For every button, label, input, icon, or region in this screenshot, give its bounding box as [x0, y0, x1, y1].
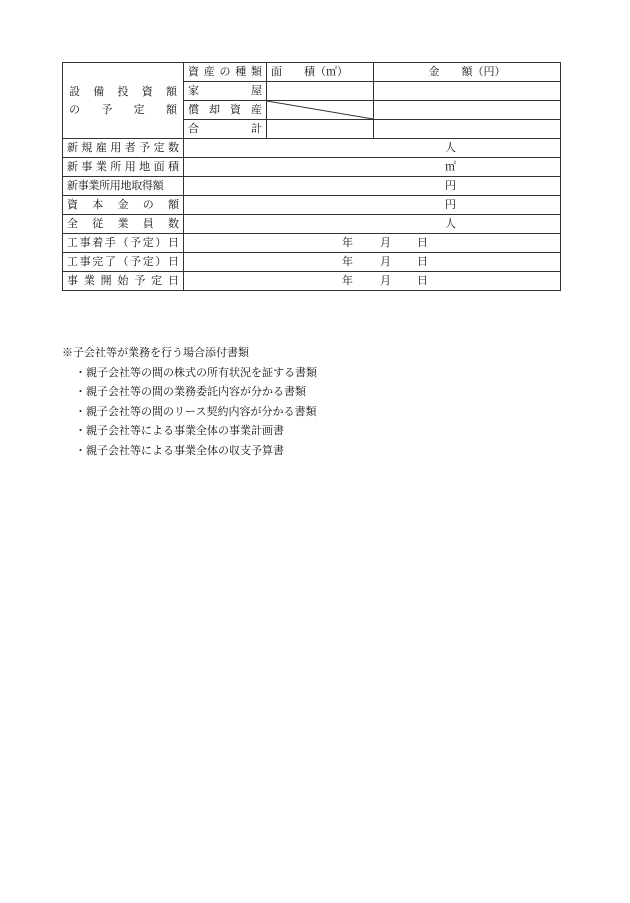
employees-row [63, 215, 561, 234]
day-label: 日 [417, 274, 428, 287]
row-label: 新規雇用者予定数 [63, 139, 184, 158]
capex-header-row [63, 63, 561, 82]
new-site-area-input[interactable] [184, 158, 561, 177]
day-label: 日 [417, 236, 428, 249]
notes-item: ・親子会社等による事業全体の収支予算書 [75, 443, 284, 457]
total-area-cell[interactable] [267, 120, 374, 139]
capital-row [63, 196, 561, 215]
notes-item: ・親子会社等の間の業務委託内容が分かる書類 [75, 385, 306, 399]
new-site-area-row [63, 158, 561, 177]
capex-label-line2: の 予 定 額 [69, 102, 177, 116]
unit-label: 人 [445, 141, 456, 154]
attachment-notes [62, 343, 317, 461]
total-amount-cell[interactable] [374, 120, 561, 139]
col-amount: 金 額（円） [374, 63, 561, 82]
row-label: 新事業所用地面積 [63, 158, 184, 177]
unit-label: 円 [445, 198, 456, 211]
business-start-row [63, 272, 561, 291]
diagonal-slash [267, 101, 373, 119]
application-form-table [62, 62, 561, 291]
col-asset-type: 資産の種類 [184, 63, 267, 82]
row-house-label: 家 屋 [184, 82, 267, 101]
row-total-label: 合 計 [184, 120, 267, 139]
depreciable-area-slashed-cell [267, 101, 374, 120]
month-label: 月 [380, 255, 391, 268]
business-start-date-input[interactable] [184, 272, 561, 291]
notes-heading: ※子会社等が業務を行う場合添付書類 [62, 346, 249, 359]
row-label: 事 業 開 始 予 定 日 [63, 272, 184, 291]
row-label: 工事完了（予定）日 [63, 253, 184, 272]
row-label: 全 従 業 員 数 [63, 215, 184, 234]
new-site-cost-row [63, 177, 561, 196]
new-hires-input[interactable] [184, 139, 561, 158]
construction-end-date-input[interactable] [184, 253, 561, 272]
construction-start-date-input[interactable] [184, 234, 561, 253]
month-label: 月 [380, 236, 391, 249]
day-label: 日 [417, 255, 428, 268]
col-area: 面 積（㎡） [267, 63, 374, 82]
construction-end-row [63, 253, 561, 272]
row-label: 新事業所用地取得額 [63, 177, 184, 196]
construction-start-row [63, 234, 561, 253]
year-label: 年 [342, 274, 353, 287]
house-amount-cell[interactable] [374, 82, 561, 101]
row-label: 資 本 金 の 額 [63, 196, 184, 215]
unit-label: ㎡ [445, 160, 456, 173]
new-site-cost-input[interactable] [184, 177, 561, 196]
notes-item: ・親子会社等の間のリース契約内容が分かる書類 [75, 404, 317, 418]
month-label: 月 [380, 274, 391, 287]
notes-item: ・親子会社等による事業全体の事業計画書 [75, 424, 284, 438]
new-hires-row [63, 139, 561, 158]
unit-label: 人 [445, 217, 456, 230]
year-label: 年 [342, 236, 353, 249]
depreciable-amount-cell[interactable] [374, 101, 561, 120]
row-depreciable-label: 償 却 資 産 [184, 101, 267, 120]
capital-input[interactable] [184, 196, 561, 215]
unit-label: 円 [445, 179, 456, 192]
notes-item: ・親子会社等の間の株式の所有状況を証する書類 [75, 365, 317, 379]
house-area-cell[interactable] [267, 82, 374, 101]
capex-label-cell [63, 63, 184, 139]
employees-input[interactable] [184, 215, 561, 234]
row-label: 工事着手（予定）日 [63, 234, 184, 253]
capex-label-line1: 設 備 投 資 額 [69, 84, 177, 98]
year-label: 年 [342, 255, 353, 268]
